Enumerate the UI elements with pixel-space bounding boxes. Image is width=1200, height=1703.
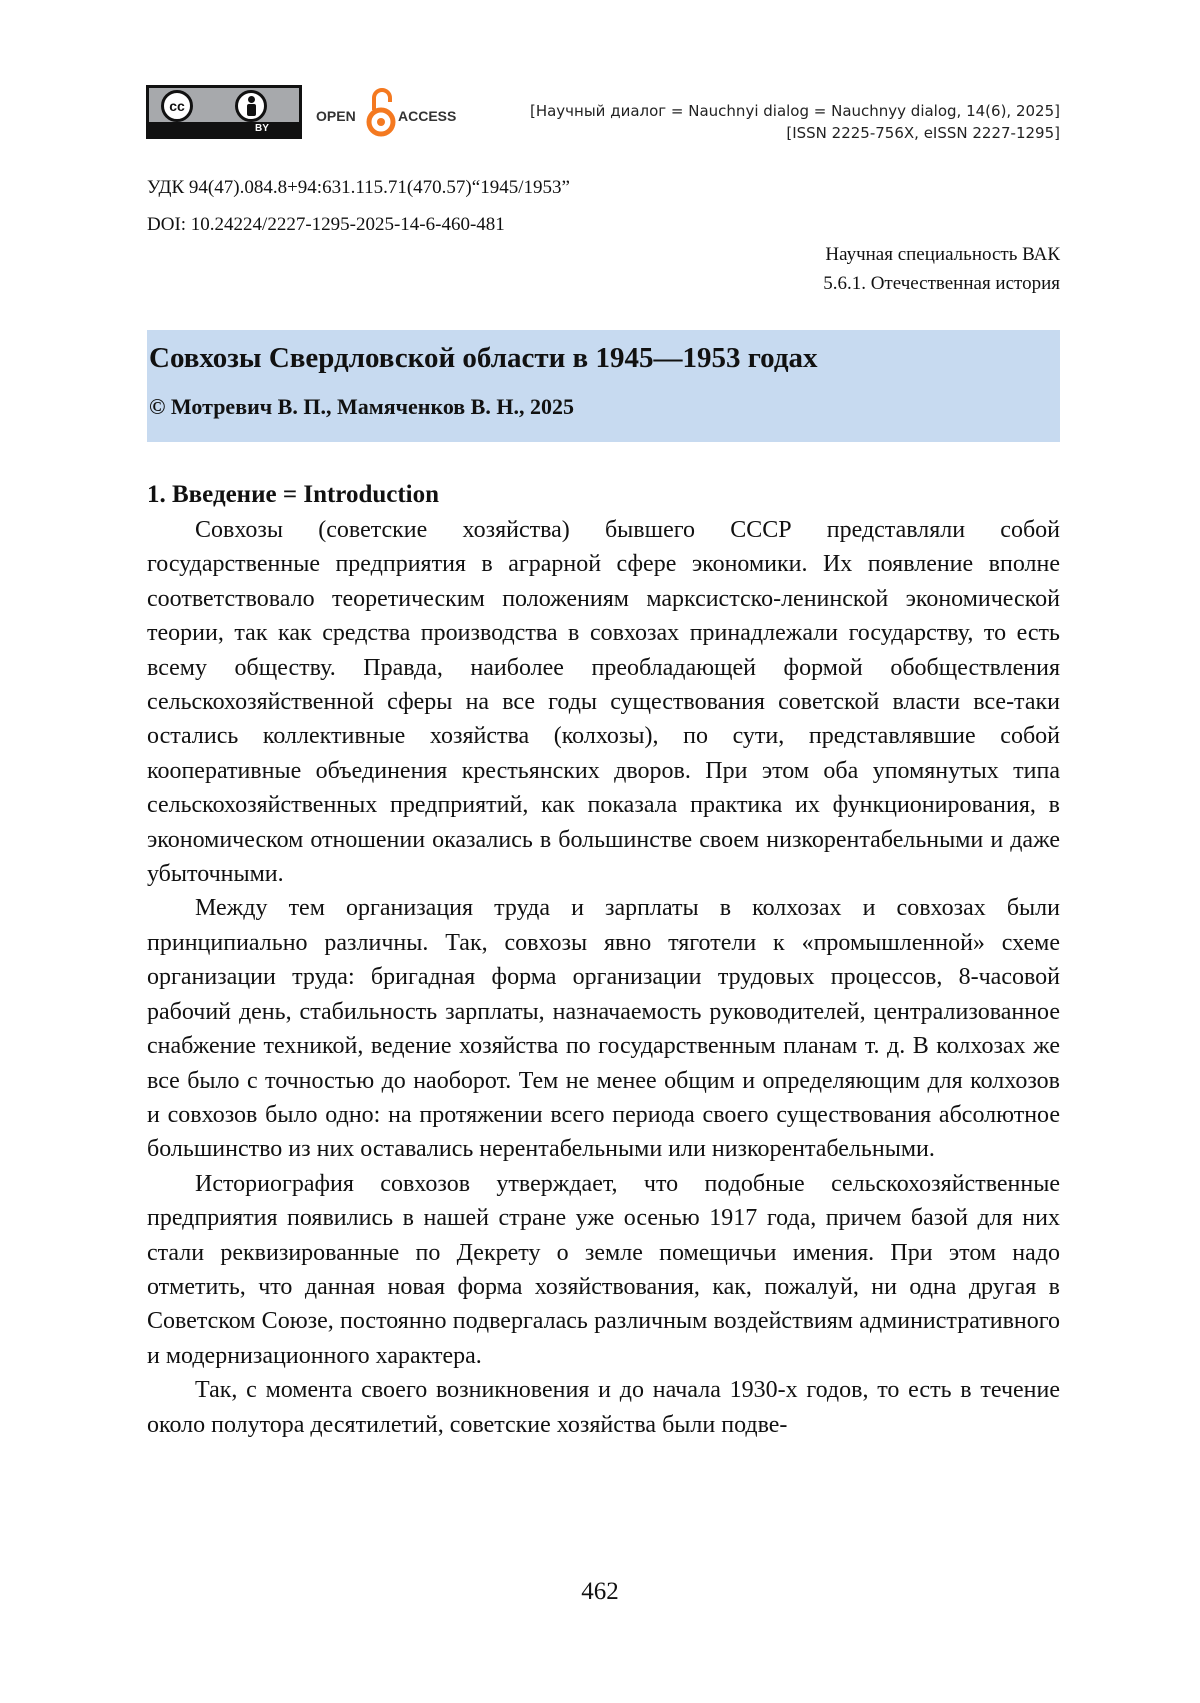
page-number: 462 (581, 1578, 619, 1605)
article-authors: © Мотревич В. П., Мамяченков В. Н., 2025 (149, 394, 574, 419)
body-paragraph: Между тем организация труда и зарплаты в колхозах и совхозах были принципиально различны. Так, совхозы явно тяготели к «промышленной» схеме организации труда: бригадная форма организации трудовых процессов, 8-часовой рабочий день, стабильность зарплаты, назначаемость руководителей, централизованное снабжение техникой, ведение хозяйства по государственным планам т. д. В колхозах же все было с точностью до наоборот. Тем не менее общим и определяющим для колхозов и совхозов было одно: на протяжении всего периода своего существования абсолютное большинство из них оставались нерентабельными или низкорентабельными. (147, 895, 1060, 1163)
creative-commons-icon: cc (161, 90, 193, 122)
specialty-label: Научная специальность ВАК (825, 244, 1060, 265)
body-paragraph: Историография совхозов утверждает, что подобные сельскохозяйственные предприятия появились в нашей стране уже осенью 1917 года, причем базой для них стали реквизированные по Декрету о земле помещичьи имения. При этом надо отметить, что данная новая форма хозяйствования, как, пожалуй, ни одна другая в Советском Союзе, постоянно подвергалась различным воздействиям административного и модернизационного характера. (147, 1170, 1060, 1369)
attribution-icon (235, 90, 267, 122)
open-lock-icon (366, 86, 396, 138)
journal-issn: [ISSN 2225-756X, eISSN 2227-1295] (786, 124, 1060, 142)
cc-by-license-badge[interactable] (146, 85, 302, 139)
udk-code: УДК 94(47).084.8+94:631.115.71(470.57)“1945/1953” (147, 177, 570, 198)
doi[interactable]: DOI: 10.24224/2227-1295-2025-14-6-460-481 (147, 214, 505, 235)
open-access-label-access: ACCESS (398, 108, 457, 124)
open-access-logo (316, 86, 456, 138)
journal-citation: [Научный диалог = Nauchnyi dialog = Nauchnyy dialog, 14(6), 2025] (529, 102, 1060, 120)
article-title: Совхозы Свердловской области в 1945—1953 годах (149, 342, 818, 374)
vak-specialty (560, 240, 1060, 298)
specialty-value: 5.6.1. Отечественная история (823, 273, 1060, 294)
body-paragraph: Так, с момента своего возникновения и до начала 1930-х годов, то есть в течение около полутора десятилетий, советские хозяйства были подве- (147, 1377, 1060, 1438)
journal-reference (460, 100, 1060, 144)
title-block (147, 330, 1060, 442)
license-by-label: BY (255, 123, 269, 134)
body-paragraph: Совхозы (советские хозяйства) бывшего СССР представляли собой государственные предприятия в аграрной сфере экономики. Их появление вполне соответствовало теоретическим положениям марксистско-ленинской экономической теории, так как средства производства в совхозах принадлежали государству, то есть всему обществу. Правда, наиболее преобладающей формой обобществления сельскохозяйственной сферы на все годы существования советской власти все-таки остались коллективные хозяйства (колхозы), по сути, представлявшие собой кооперативные объединения крестьянских дворов. При этом оба упомянутых типа сельскохозяйственных предприятий, как показала практика их функционирования, в экономическом отношении оказались в большинстве своем низкорентабельными и даже убыточными. (147, 517, 1060, 888)
section-heading: 1. Введение = Introduction (147, 481, 440, 508)
open-access-label-open: OPEN (316, 108, 356, 124)
article-body (147, 513, 1060, 1442)
